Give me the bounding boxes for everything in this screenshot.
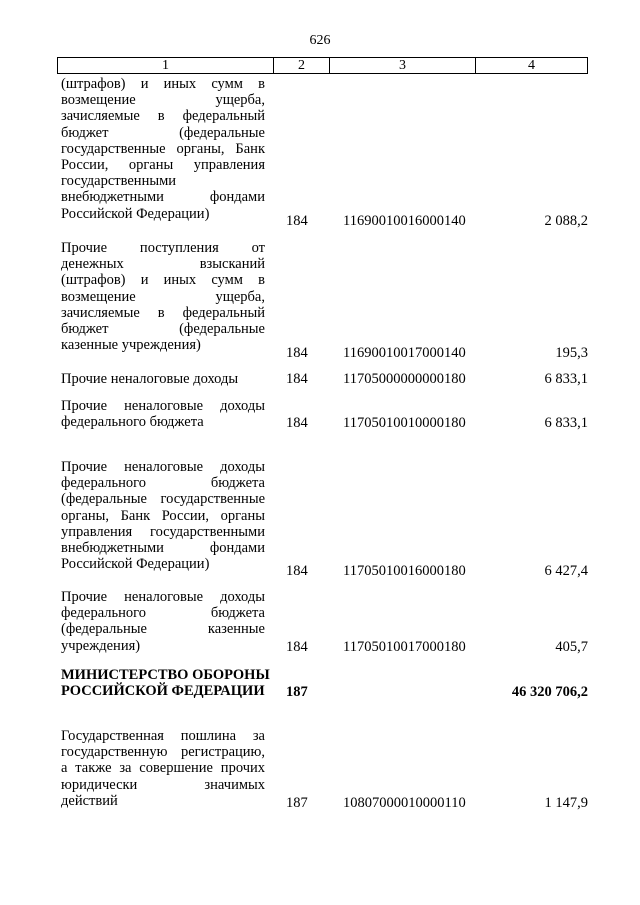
desc-line: бюджет (федеральные	[61, 124, 265, 141]
desc-line: Прочие поступления от	[61, 240, 265, 256]
desc-line: казенные учреждения)	[61, 337, 201, 354]
row-description	[61, 728, 265, 809]
desc-line: федерального бюджета	[61, 605, 265, 622]
desc-line: федерального бюджета	[61, 414, 204, 431]
admin-code: 184	[286, 415, 308, 431]
desc-line: государственные органы, Банк	[61, 140, 265, 157]
row-description	[61, 76, 265, 222]
row-description	[61, 398, 265, 430]
desc-line: Прочие неналоговые доходы	[61, 459, 265, 475]
desc-line: Прочие неналоговые доходы	[61, 371, 239, 387]
header-col-4: 4	[528, 58, 535, 73]
admin-code: 187	[286, 795, 308, 811]
desc-line: Прочие неналоговые доходы	[61, 589, 265, 605]
desc-line: органы, Банк России, органы	[61, 507, 265, 524]
desc-line: бюджет (федеральные	[61, 321, 265, 338]
budget-code: 11690010017000140	[343, 345, 466, 361]
header-col-1: 1	[58, 58, 274, 73]
desc-line: федерального бюджета	[61, 475, 265, 492]
amount: 2 088,2	[544, 213, 588, 229]
desc-line: (федеральные казенные	[61, 621, 265, 638]
desc-line: государственными	[61, 173, 177, 190]
row-description	[61, 667, 270, 700]
admin-code: 184	[286, 213, 308, 229]
desc-line: Российской Федерации)	[61, 205, 210, 222]
admin-code: 184	[286, 345, 308, 361]
row-description	[61, 459, 265, 572]
budget-code: 11705010010000180	[343, 415, 466, 431]
desc-line: а также за совершение прочих	[61, 760, 265, 777]
amount: 405,7	[555, 639, 588, 655]
desc-line: учреждения)	[61, 637, 141, 654]
admin-code: 184	[286, 563, 308, 579]
admin-code: 184	[286, 371, 308, 387]
budget-code: 11690010016000140	[343, 213, 466, 229]
desc-line: управления государственными	[61, 523, 265, 540]
budget-code: 11705010017000180	[343, 639, 466, 655]
desc-line: Прочие неналоговые доходы	[61, 398, 265, 414]
amount: 195,3	[555, 345, 588, 361]
desc-line: (штрафов) и иных сумм в	[61, 272, 265, 289]
desc-line: внебюджетными фондами	[61, 540, 265, 557]
desc-line: юридически значимых	[61, 776, 265, 793]
row-description	[61, 240, 265, 353]
amount: 6 833,1	[544, 415, 588, 431]
amount: 46 320 706,2	[511, 684, 588, 700]
row-description	[61, 589, 265, 654]
desc-line: зачисляемые в федеральный	[61, 108, 265, 125]
desc-line: возмещение ущерба,	[61, 288, 265, 305]
row-description	[61, 371, 265, 387]
desc-line: действий	[61, 792, 118, 809]
page-number: 626	[309, 33, 331, 48]
desc-line: РОССИЙСКОЙ ФЕДЕРАЦИИ	[61, 683, 265, 700]
desc-line: Государственная пошлина за	[61, 728, 265, 744]
desc-line: МИНИСТЕРСТВО ОБОРОНЫ	[61, 667, 270, 683]
admin-code: 184	[286, 639, 308, 655]
amount: 1 147,9	[544, 795, 588, 811]
desc-line: денежных взысканий	[61, 256, 265, 273]
budget-code: 10807000010000110	[343, 795, 466, 811]
desc-line: зачисляемые в федеральный	[61, 304, 265, 321]
desc-line: Российской Федерации)	[61, 556, 210, 573]
amount: 6 833,1	[544, 371, 588, 387]
desc-line: (штрафов) и иных сумм в	[61, 76, 265, 92]
desc-line: России, органы управления	[61, 157, 265, 174]
budget-code: 11705010016000180	[343, 563, 466, 579]
header-col-3: 3	[330, 58, 476, 73]
header-col-2: 2	[274, 58, 330, 73]
amount: 6 427,4	[544, 563, 588, 579]
admin-code: 187	[286, 684, 308, 700]
budget-code: 11705000000000180	[343, 371, 466, 387]
desc-line: государственную регистрацию,	[61, 744, 265, 761]
table-header	[57, 57, 588, 74]
desc-line: (федеральные государственные	[61, 491, 265, 508]
desc-line: внебюджетными фондами	[61, 189, 265, 206]
desc-line: возмещение ущерба,	[61, 92, 265, 109]
